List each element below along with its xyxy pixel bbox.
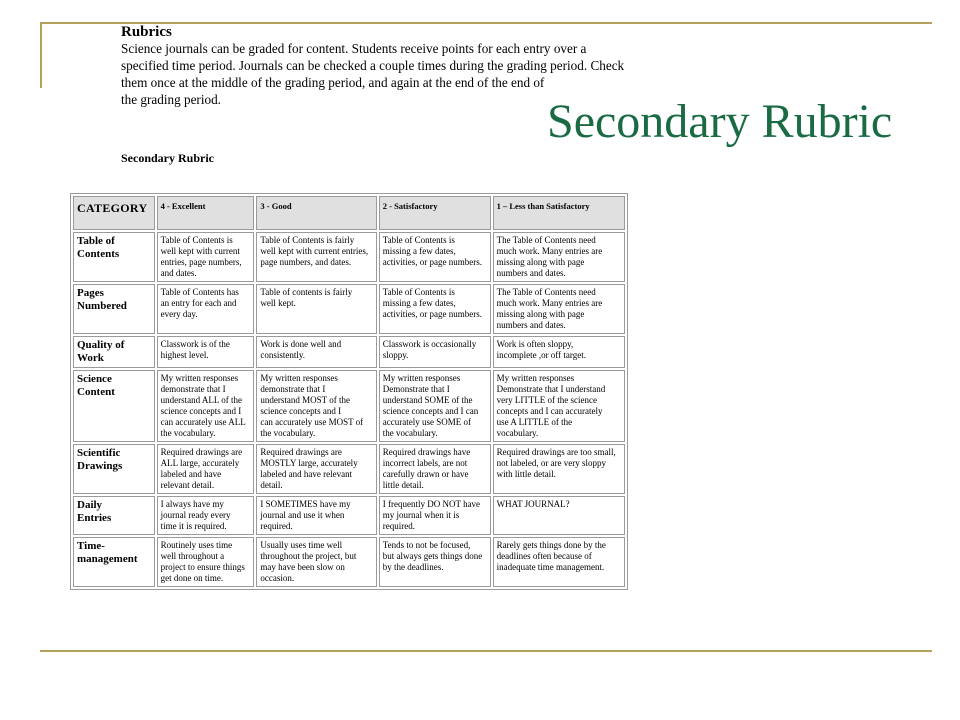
cell-line: not labeled, or are very sloppy xyxy=(496,458,607,468)
row-category xyxy=(73,496,155,535)
cell-line: activities, or page numbers. xyxy=(382,257,482,267)
category-line: Drawings xyxy=(77,460,123,472)
cell-line: I SOMETIMES have my xyxy=(260,499,351,509)
cell-line: can accurately use ALL xyxy=(160,417,246,427)
category-line: management xyxy=(77,553,138,565)
cell-line: My written responses xyxy=(260,373,338,383)
rubric-cell xyxy=(379,537,491,587)
cell-line: My written responses xyxy=(382,373,461,383)
cell-line: numbers and dates. xyxy=(496,320,566,330)
category-line: Entries xyxy=(77,512,112,524)
cell-line: can accurately use MOST of xyxy=(260,417,364,427)
rubric-cell xyxy=(493,232,625,282)
category-line: Quality of xyxy=(77,339,125,351)
category-line: Daily xyxy=(77,499,103,511)
cell-line: get done on time. xyxy=(160,573,224,583)
cell-line: much work. Many entries are xyxy=(496,298,603,308)
cell-line: journal ready every xyxy=(160,510,231,520)
cell-line: Classwork is of the xyxy=(160,339,230,349)
cell-line: missing a few dates, xyxy=(382,246,456,256)
cell-line: MOSTLY large, accurately xyxy=(260,458,358,468)
cell-line: vocabulary. xyxy=(496,428,539,438)
cell-line: Work is often sloppy, xyxy=(496,339,574,349)
row-category xyxy=(73,444,155,494)
cell-line: relevant detail. xyxy=(160,480,215,490)
cell-line: page numbers, and dates. xyxy=(260,257,352,267)
cell-line: missing a few dates, xyxy=(382,298,456,308)
row-category xyxy=(73,232,155,282)
cell-line: my journal when it is xyxy=(382,510,460,520)
cell-line: Table of Contents is xyxy=(382,235,455,245)
rubric-cell xyxy=(493,496,625,535)
category-line: Pages xyxy=(77,287,104,299)
cell-line: Tends to not be focused, xyxy=(382,540,471,550)
cell-line: Table of Contents is fairly xyxy=(260,235,355,245)
top-rule xyxy=(40,22,932,24)
header-score-1: 4 - Excellent xyxy=(157,196,255,230)
cell-line: I frequently DO NOT have xyxy=(382,499,481,509)
rubric-cell xyxy=(157,232,255,282)
cell-line: occasion. xyxy=(260,573,295,583)
cell-line: Table of Contents is xyxy=(160,235,233,245)
table-row xyxy=(73,284,625,334)
left-rule xyxy=(40,22,42,88)
row-category xyxy=(73,370,155,442)
cell-line: deadlines often because of xyxy=(496,551,592,561)
cell-line: Required drawings are too small, xyxy=(496,447,616,457)
category-line: Science xyxy=(77,373,112,385)
cell-line: detail. xyxy=(260,480,283,490)
cell-line: highest level. xyxy=(160,350,209,360)
cell-line: Routinely uses time xyxy=(160,540,233,550)
rubric-cell xyxy=(493,537,625,587)
cell-line: inadequate time management. xyxy=(496,562,605,572)
paragraph-line: them once at the middle of the grading period, and again at the end of the end of xyxy=(121,75,545,90)
cell-line: Required drawings are xyxy=(260,447,342,457)
cell-line: labeled and have xyxy=(160,469,222,479)
cell-line: use A LITTLE of the xyxy=(496,417,573,427)
row-category xyxy=(73,336,155,368)
cell-line: Demonstrate that I xyxy=(382,384,450,394)
cell-line: the vocabulary. xyxy=(382,428,438,438)
rubric-cell xyxy=(379,370,491,442)
cell-line: with little detail. xyxy=(496,469,556,479)
rubric-cell xyxy=(157,336,255,368)
cell-line: demonstrate that I xyxy=(160,384,226,394)
cell-line: may have been slow on xyxy=(260,562,345,572)
rubric-cell xyxy=(157,537,255,587)
category-line: Numbered xyxy=(77,300,127,312)
rubric-cell xyxy=(379,284,491,334)
cell-line: by the deadlines. xyxy=(382,562,444,572)
category-line: Scientific xyxy=(77,447,121,459)
cell-line: time it is required. xyxy=(160,521,227,531)
cell-line: the vocabulary. xyxy=(160,428,216,438)
header-score-4: 1 – Less than Satisfactory xyxy=(493,196,625,230)
cell-line: ALL large, accurately xyxy=(160,458,240,468)
cell-line: missing along with page xyxy=(496,257,585,267)
cell-line: Rarely gets things done by the xyxy=(496,540,606,550)
cell-line: science concepts and I xyxy=(260,406,342,416)
paragraph-line: specified time period. Journals can be checked a couple times during the grading period. Check xyxy=(121,58,625,73)
cell-line: an entry for each and xyxy=(160,298,237,308)
category-line: Contents xyxy=(77,248,120,260)
cell-line: Required drawings have xyxy=(382,447,471,457)
cell-line: very LITTLE of the science xyxy=(496,395,598,405)
table-row xyxy=(73,496,625,535)
document-subheading: Secondary Rubric xyxy=(121,151,214,165)
cell-line: demonstrate that I xyxy=(260,384,326,394)
cell-line: concepts and I can accurately xyxy=(496,406,603,416)
rubric-cell xyxy=(157,496,255,535)
rubric-cell xyxy=(379,444,491,494)
table-header-row xyxy=(73,196,625,230)
cell-line: well kept with current entries, xyxy=(260,246,369,256)
paragraph-line: Science journals can be graded for content. Students receive points for each entry over a xyxy=(121,41,587,56)
document-paragraph xyxy=(121,40,625,108)
rubric-cell xyxy=(493,370,625,442)
rubric-cell xyxy=(157,284,255,334)
document-heading: Rubrics xyxy=(121,24,172,40)
cell-line: but always gets things done xyxy=(382,551,483,561)
cell-line: My written responses xyxy=(496,373,575,383)
cell-line: understand ALL of the xyxy=(160,395,242,405)
cell-line: well kept. xyxy=(260,298,296,308)
cell-line: project to ensure things xyxy=(160,562,245,572)
rubric-cell xyxy=(256,232,376,282)
cell-line: Classwork is occasionally xyxy=(382,339,477,349)
cell-line: missing along with page xyxy=(496,309,585,319)
cell-line: Work is done well and xyxy=(260,339,342,349)
rubric-cell xyxy=(256,496,376,535)
cell-line: Table of contents is fairly xyxy=(260,287,353,297)
cell-line: science concepts and I xyxy=(160,406,242,416)
cell-line: every day. xyxy=(160,309,198,319)
cell-line: throughout the project, but xyxy=(260,551,357,561)
rubric-cell xyxy=(256,444,376,494)
cell-line: incorrect labels, are not xyxy=(382,458,468,468)
table-body xyxy=(73,232,625,587)
table-row xyxy=(73,370,625,442)
cell-line: understand SOME of the xyxy=(382,395,473,405)
category-line: Work xyxy=(77,352,104,364)
cell-line: incomplete ,or off target. xyxy=(496,350,586,360)
rubric-cell xyxy=(256,336,376,368)
rubric-cell xyxy=(493,444,625,494)
cell-line: the vocabulary. xyxy=(260,428,316,438)
header-score-2: 3 - Good xyxy=(256,196,376,230)
cell-line: understand MOST of the xyxy=(260,395,350,405)
rubric-cell xyxy=(493,284,625,334)
cell-line: Table of Contents has xyxy=(160,287,239,297)
cell-line: consistently. xyxy=(260,350,306,360)
cell-line: accurately use SOME of xyxy=(382,417,471,427)
cell-line: well kept with current xyxy=(160,246,240,256)
cell-line: little detail. xyxy=(382,480,424,490)
table-row xyxy=(73,336,625,368)
cell-line: journal and use it when xyxy=(260,510,345,520)
rubric-cell xyxy=(256,284,376,334)
category-line: Table of xyxy=(77,235,115,247)
cell-line: The Table of Contents need xyxy=(496,287,596,297)
cell-line: Usually uses time well xyxy=(260,540,343,550)
cell-line: Table of Contents is xyxy=(382,287,455,297)
rubric-cell xyxy=(379,496,491,535)
rubric-cell xyxy=(493,336,625,368)
cell-line: science concepts and I can xyxy=(382,406,479,416)
table-row xyxy=(73,232,625,282)
slide-title: Secondary Rubric xyxy=(547,95,893,148)
cell-line: sloppy. xyxy=(382,350,409,360)
row-category xyxy=(73,284,155,334)
bottom-rule xyxy=(40,650,932,652)
rubric-cell xyxy=(157,444,255,494)
rubric-cell xyxy=(379,232,491,282)
rubric-cell xyxy=(256,370,376,442)
rubric-cell xyxy=(157,370,255,442)
cell-line: labeled and have relevant xyxy=(260,469,353,479)
table-row xyxy=(73,537,625,587)
cell-line: and dates. xyxy=(160,268,197,278)
cell-line: required. xyxy=(382,521,415,531)
cell-line: The Table of Contents need xyxy=(496,235,596,245)
cell-line: Demonstrate that I understand xyxy=(496,384,606,394)
header-category: CATEGORY xyxy=(73,196,155,230)
cell-line: carefully drawn or have xyxy=(382,469,469,479)
cell-line: I always have my xyxy=(160,499,224,509)
cell-line: much work. Many entries are xyxy=(496,246,603,256)
cell-line: My written responses xyxy=(160,373,239,383)
rubric-table xyxy=(70,193,628,590)
cell-line: activities, or page numbers. xyxy=(382,309,482,319)
row-category xyxy=(73,537,155,587)
category-line: Time- xyxy=(77,540,105,552)
cell-line: WHAT JOURNAL? xyxy=(496,499,570,509)
rubric-cell xyxy=(256,537,376,587)
header-score-3: 2 - Satisfactory xyxy=(379,196,491,230)
paragraph-line: the grading period. xyxy=(121,92,221,107)
cell-line: well throughout a xyxy=(160,551,225,561)
cell-line: numbers and dates. xyxy=(496,268,566,278)
category-line: Content xyxy=(77,386,115,398)
rubric-cell xyxy=(379,336,491,368)
cell-line: entries, page numbers, xyxy=(160,257,242,267)
cell-line: Required drawings are xyxy=(160,447,243,457)
cell-line: required. xyxy=(260,521,293,531)
table-row xyxy=(73,444,625,494)
